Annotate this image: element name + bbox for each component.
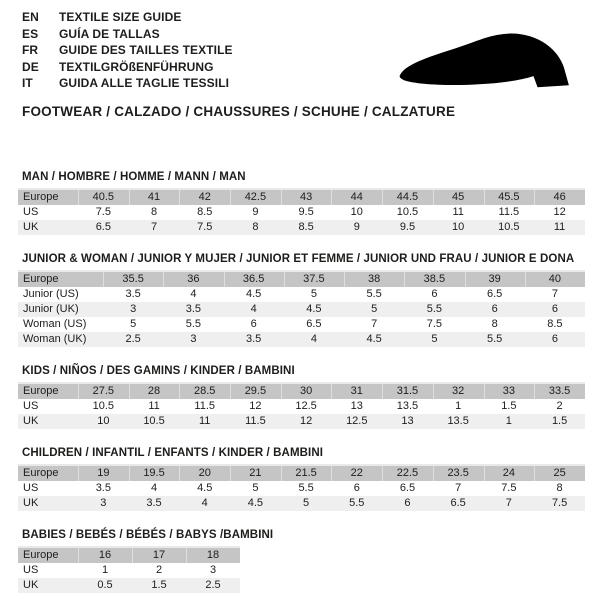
size-value-cell: 24	[484, 465, 535, 481]
size-value-cell: 4	[179, 496, 230, 511]
size-value-cell: 4.5	[284, 302, 344, 317]
size-value-cell: 11	[179, 414, 230, 429]
size-value-cell: 3.5	[224, 332, 284, 347]
section-children	[18, 447, 585, 511]
size-value-cell: 35.5	[103, 271, 163, 287]
language-code: ES	[22, 26, 39, 41]
size-value-cell: 6	[382, 496, 433, 511]
row-label: Europe	[18, 271, 103, 287]
size-value-cell: 12	[281, 414, 332, 429]
size-value-cell: 7	[433, 481, 484, 496]
language-code: EN	[22, 10, 39, 24]
section-title-kids: KIDS / NIÑOS / DES GAMINS / KINDER / BAMBINI	[22, 364, 295, 377]
size-value-cell: 3.5	[78, 481, 129, 496]
size-value-cell: 4	[284, 332, 344, 347]
size-value-cell: 12.5	[281, 399, 332, 414]
section-man	[18, 171, 585, 235]
size-value-cell: 7.5	[534, 496, 585, 511]
size-value-cell: 5.5	[281, 481, 332, 496]
size-value-cell: 36	[163, 271, 223, 287]
size-value-cell: 13	[331, 399, 382, 414]
size-value-cell: 40.5	[78, 189, 129, 205]
size-value-cell: 45.5	[484, 189, 535, 205]
size-value-cell: 2	[132, 563, 186, 578]
size-value-cell: 4.5	[224, 287, 284, 302]
size-value-cell: 3.5	[163, 302, 223, 317]
size-value-cell: 2.5	[186, 578, 240, 593]
section-junior-woman	[18, 253, 585, 347]
section-title-children: CHILDREN / INFANTIL / ENFANTS / KINDER / BAMBINI	[22, 446, 324, 459]
size-value-cell: 6.5	[433, 496, 484, 511]
size-value-cell: 4.5	[179, 481, 230, 496]
size-value-cell: 8	[534, 481, 585, 496]
table-row	[18, 271, 585, 287]
size-value-cell: 17	[132, 547, 186, 563]
table-row	[18, 302, 585, 317]
size-value-cell: 10.5	[484, 220, 535, 235]
size-value-cell: 44.5	[382, 189, 433, 205]
size-value-cell: 5.5	[163, 317, 223, 332]
row-label: Europe	[18, 189, 78, 205]
row-label: Woman (UK)	[18, 332, 103, 347]
size-value-cell: 5.5	[344, 287, 404, 302]
size-value-cell: 8	[230, 220, 281, 235]
table-row	[18, 578, 240, 593]
size-value-cell: 7.5	[78, 205, 129, 220]
table-row	[18, 220, 585, 235]
size-value-cell: 3	[103, 302, 163, 317]
size-value-cell: 10.5	[129, 414, 180, 429]
size-value-cell: 5	[230, 481, 281, 496]
size-tables	[18, 171, 585, 593]
size-value-cell: 6.5	[465, 287, 525, 302]
size-value-cell: 5.5	[404, 302, 464, 317]
row-label: UK	[18, 414, 78, 429]
size-value-cell: 10	[331, 205, 382, 220]
language-row-en	[22, 9, 600, 26]
size-value-cell: 1.5	[484, 399, 535, 414]
size-value-cell: 5.5	[465, 332, 525, 347]
size-table-children	[18, 464, 585, 511]
size-value-cell: 10	[78, 414, 129, 429]
size-value-cell: 4	[224, 302, 284, 317]
size-value-cell: 12.5	[331, 414, 382, 429]
size-value-cell: 11	[129, 399, 180, 414]
size-value-cell: 3	[78, 496, 129, 511]
row-label: US	[18, 481, 78, 496]
size-value-cell: 10	[433, 220, 484, 235]
row-label: US	[18, 563, 78, 578]
size-value-cell: 5.5	[331, 496, 382, 511]
section-kids	[18, 365, 585, 429]
size-value-cell: 7.5	[404, 317, 464, 332]
section-babies	[18, 529, 585, 593]
size-value-cell: 9.5	[281, 205, 332, 220]
row-label: Junior (UK)	[18, 302, 103, 317]
row-label: Europe	[18, 465, 78, 481]
size-value-cell: 33	[484, 383, 535, 399]
size-value-cell: 13	[382, 414, 433, 429]
size-value-cell: 8	[465, 317, 525, 332]
language-label: GUÍA DE TALLAS	[59, 26, 160, 41]
size-table-kids	[18, 382, 585, 429]
size-value-cell: 7	[344, 317, 404, 332]
size-value-cell: 9.5	[382, 220, 433, 235]
table-row	[18, 383, 585, 399]
size-value-cell: 11	[433, 205, 484, 220]
language-label: TEXTILE SIZE GUIDE	[59, 10, 182, 24]
size-value-cell: 46	[534, 189, 585, 205]
section-title-babies: BABIES / BEBÉS / BÉBÉS / BABYS /BAMBINI	[22, 528, 274, 541]
table-row	[18, 465, 585, 481]
size-value-cell: 1.5	[534, 414, 585, 429]
size-value-cell: 11.5	[230, 414, 281, 429]
size-value-cell: 31	[331, 383, 382, 399]
size-table-man	[18, 188, 585, 235]
row-label: US	[18, 205, 78, 220]
row-label: US	[18, 399, 78, 414]
size-value-cell: 6.5	[78, 220, 129, 235]
language-label: TEXTILGRÖßENFÜHRUNG	[59, 59, 214, 74]
size-value-cell: 38.5	[404, 271, 464, 287]
section-title-man: MAN / HOMBRE / HOMME / MANN / MAN	[22, 170, 246, 183]
size-value-cell: 6.5	[382, 481, 433, 496]
table-row	[18, 496, 585, 511]
size-value-cell: 28	[129, 383, 180, 399]
size-value-cell: 6	[525, 332, 585, 347]
table-row	[18, 332, 585, 347]
size-value-cell: 33.5	[534, 383, 585, 399]
size-value-cell: 8.5	[179, 205, 230, 220]
size-value-cell: 11.5	[179, 399, 230, 414]
row-label: Woman (US)	[18, 317, 103, 332]
size-value-cell: 6.5	[284, 317, 344, 332]
size-value-cell: 4.5	[344, 332, 404, 347]
size-value-cell: 12	[230, 399, 281, 414]
size-value-cell: 16	[78, 547, 132, 563]
size-value-cell: 6	[224, 317, 284, 332]
size-value-cell: 8.5	[281, 220, 332, 235]
table-row	[18, 317, 585, 332]
size-value-cell: 3.5	[103, 287, 163, 302]
size-value-cell: 5	[281, 496, 332, 511]
size-value-cell: 9	[331, 220, 382, 235]
size-value-cell: 1	[484, 414, 535, 429]
size-value-cell: 7.5	[179, 220, 230, 235]
size-value-cell: 8.5	[525, 317, 585, 332]
size-value-cell: 11.5	[484, 205, 535, 220]
size-value-cell: 28.5	[179, 383, 230, 399]
size-value-cell: 5	[103, 317, 163, 332]
table-row	[18, 481, 585, 496]
size-value-cell: 30	[281, 383, 332, 399]
size-value-cell: 7	[484, 496, 535, 511]
size-value-cell: 44	[331, 189, 382, 205]
size-value-cell: 39	[465, 271, 525, 287]
language-label: GUIDA ALLE TAGLIE TESSILI	[59, 76, 230, 90]
language-code: IT	[22, 76, 33, 90]
size-value-cell: 41	[129, 189, 180, 205]
size-value-cell: 4	[163, 287, 223, 302]
size-value-cell: 7.5	[484, 481, 535, 496]
row-label: Europe	[18, 383, 78, 399]
size-value-cell: 40	[525, 271, 585, 287]
size-value-cell: 12	[534, 205, 585, 220]
size-value-cell: 1	[78, 563, 132, 578]
size-value-cell: 13.5	[382, 399, 433, 414]
row-label: UK	[18, 496, 78, 511]
row-label: Europe	[18, 547, 78, 563]
size-value-cell: 31.5	[382, 383, 433, 399]
size-value-cell: 13.5	[433, 414, 484, 429]
size-value-cell: 8	[129, 205, 180, 220]
table-row	[18, 287, 585, 302]
table-row	[18, 189, 585, 205]
size-value-cell: 11	[534, 220, 585, 235]
size-value-cell: 10.5	[382, 205, 433, 220]
size-value-cell: 6	[331, 481, 382, 496]
size-value-cell: 20	[179, 465, 230, 481]
size-table-junior-woman	[18, 270, 585, 347]
size-value-cell: 21.5	[281, 465, 332, 481]
category-heading: FOOTWEAR / CALZADO / CHAUSSURES / SCHUHE / CALZATURE	[22, 103, 456, 119]
size-value-cell: 38	[344, 271, 404, 287]
size-value-cell: 45	[433, 189, 484, 205]
section-title-junior-woman: JUNIOR & WOMAN / JUNIOR Y MUJER / JUNIOR ET FEMME / JUNIOR UND FRAU / JUNIOR E DONA	[22, 252, 575, 265]
size-value-cell: 2	[534, 399, 585, 414]
size-value-cell: 19	[78, 465, 129, 481]
size-value-cell: 6	[465, 302, 525, 317]
size-value-cell: 3	[163, 332, 223, 347]
size-value-cell: 21	[230, 465, 281, 481]
size-value-cell: 25	[534, 465, 585, 481]
row-label: UK	[18, 578, 78, 593]
table-row	[18, 399, 585, 414]
language-label: GUIDE DES TAILLES TEXTILE	[59, 43, 233, 57]
language-code: FR	[22, 43, 39, 57]
size-value-cell: 4	[129, 481, 180, 496]
size-value-cell: 37.5	[284, 271, 344, 287]
size-value-cell: 7	[525, 287, 585, 302]
shoe-icon	[398, 30, 580, 92]
size-value-cell: 2.5	[103, 332, 163, 347]
size-value-cell: 42	[179, 189, 230, 205]
size-value-cell: 5	[284, 287, 344, 302]
size-value-cell: 42.5	[230, 189, 281, 205]
size-value-cell: 3	[186, 563, 240, 578]
table-row	[18, 563, 240, 578]
row-label: UK	[18, 220, 78, 235]
size-value-cell: 6	[525, 302, 585, 317]
size-table-babies	[18, 546, 240, 593]
size-value-cell: 22.5	[382, 465, 433, 481]
size-value-cell: 27.5	[78, 383, 129, 399]
size-value-cell: 19.5	[129, 465, 180, 481]
size-value-cell: 7	[129, 220, 180, 235]
size-value-cell: 29.5	[230, 383, 281, 399]
size-value-cell: 3.5	[129, 496, 180, 511]
size-value-cell: 10.5	[78, 399, 129, 414]
size-value-cell: 18	[186, 547, 240, 563]
size-value-cell: 0.5	[78, 578, 132, 593]
size-value-cell: 36.5	[224, 271, 284, 287]
size-value-cell: 5	[344, 302, 404, 317]
size-value-cell: 43	[281, 189, 332, 205]
size-value-cell: 6	[404, 287, 464, 302]
size-value-cell: 23.5	[433, 465, 484, 481]
row-label: Junior (US)	[18, 287, 103, 302]
size-value-cell: 22	[331, 465, 382, 481]
table-row	[18, 547, 240, 563]
language-code: DE	[22, 59, 39, 74]
size-value-cell: 4.5	[230, 496, 281, 511]
size-value-cell: 9	[230, 205, 281, 220]
size-value-cell: 1	[433, 399, 484, 414]
size-value-cell: 1.5	[132, 578, 186, 593]
size-value-cell: 32	[433, 383, 484, 399]
table-row	[18, 414, 585, 429]
size-value-cell: 5	[404, 332, 464, 347]
table-row	[18, 205, 585, 220]
